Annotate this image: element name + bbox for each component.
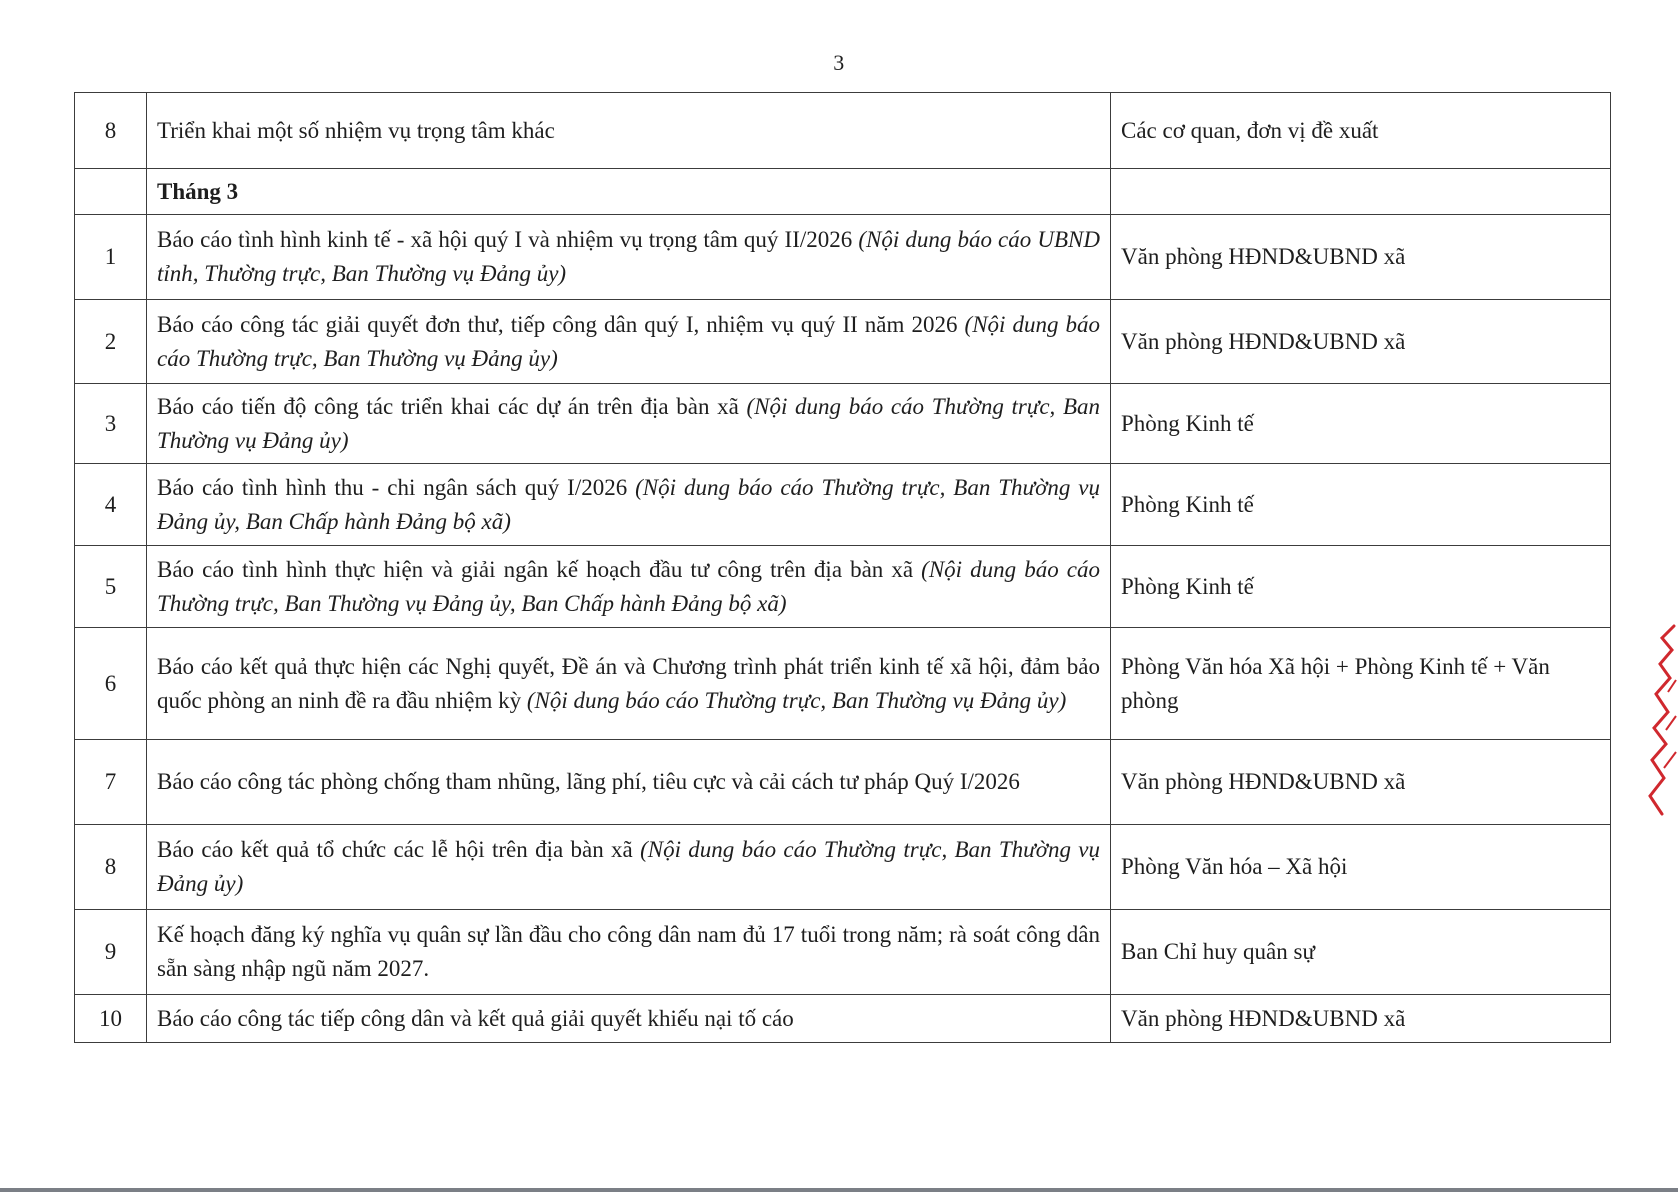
unit-cell: Phòng Kinh tế [1111,546,1611,628]
task-text: Báo cáo công tác giải quyết đơn thư, tiếp công dân quý I, nhiệm vụ quý II năm 2026 [157,311,958,337]
unit-cell: Ban Chỉ huy quân sự [1111,910,1611,995]
task-text: Báo cáo công tác phòng chống tham nhũng, lãng phí, tiêu cực và cải cách tư pháp Quý I/2026 [157,769,1020,794]
task-cell [147,464,1111,546]
row-number: 2 [75,300,147,384]
task-text: Kế hoạch đăng ký nghĩa vụ quân sự lần đầu cho công dân nam đủ 17 tuổi trong năm; rà soát công dân sẵn sàng nhập ngũ năm 2027. [157,922,1100,981]
task-cell [147,740,1111,825]
table-row [75,546,1611,628]
unit-cell: Văn phòng HĐND&UBND xã [1111,740,1611,825]
unit-cell: Phòng Văn hóa Xã hội + Phòng Kinh tế + Văn phòng [1111,628,1611,740]
unit-cell: Văn phòng HĐND&UBND xã [1111,215,1611,300]
unit-cell: Các cơ quan, đơn vị đề xuất [1111,93,1611,169]
table-row [75,93,1611,169]
task-cell [147,215,1111,300]
task-cell [147,546,1111,628]
table-row [75,628,1611,740]
unit-cell: Phòng Văn hóa – Xã hội [1111,825,1611,910]
row-number: 1 [75,215,147,300]
task-note: (Nội dung báo cáo UBND tỉnh, Thường trực, Ban Thường vụ Đảng ủy) [157,227,1100,286]
task-note: (Nội dung báo cáo Thường trực, Ban Thường vụ Đảng ủy) [526,687,1067,713]
task-text: Báo cáo kết quả tổ chức các lễ hội trên địa bàn xã [157,837,633,862]
task-text: Báo cáo tiến độ công tác triển khai các dự án trên địa bàn xã [157,393,739,419]
table-row [75,825,1611,910]
task-note: (Nội dung báo cáo Thường trực, Ban Thường vụ Đảng ủy) [157,393,1101,453]
task-cell [147,384,1111,464]
task-note: (Nội dung báo cáo Thường trực, Ban Thường vụ Đảng ủy) [157,837,1101,896]
section-row [75,169,1611,215]
task-note: (Nội dung báo cáo Thường trực, Ban Thường vụ Đảng ủy, Ban Chấp hành Đảng bộ xã) [157,556,1100,616]
task-text: Báo cáo công tác tiếp công dân và kết quả giải quyết khiếu nại tố cáo [157,1005,794,1031]
task-note: (Nội dung báo cáo Thường trực, Ban Thường vụ Đảng ủy, Ban Chấp hành Đảng bộ xã) [157,474,1100,534]
table-row [75,215,1611,300]
row-number: 3 [75,384,147,464]
row-number: 7 [75,740,147,825]
row-number: 8 [75,825,147,910]
task-cell [147,93,1111,169]
row-number [75,169,147,215]
row-number: 5 [75,546,147,628]
table-row [75,464,1611,546]
row-number: 10 [75,995,147,1043]
table-row [75,300,1611,384]
plan-table [74,92,1611,1043]
unit-cell [1111,169,1611,215]
page-number: 3 [833,50,845,75]
scan-bottom-edge [0,1188,1678,1192]
task-cell [147,825,1111,910]
unit-cell: Phòng Kinh tế [1111,464,1611,546]
task-cell [147,995,1111,1043]
row-number: 9 [75,910,147,995]
row-number: 8 [75,93,147,169]
task-note: (Nội dung báo cáo Thường trực, Ban Thường vụ Đảng ủy) [157,311,1101,371]
section-title: Tháng 3 [147,169,1111,215]
row-number: 4 [75,464,147,546]
task-text: Báo cáo tình hình thực hiện và giải ngân kế hoạch đầu tư công trên địa bàn xã [157,556,914,582]
task-text: Triển khai một số nhiệm vụ trọng tâm khác [157,117,555,143]
row-number: 6 [75,628,147,740]
task-cell [147,910,1111,995]
table-row [75,384,1611,464]
unit-cell: Phòng Kinh tế [1111,384,1611,464]
table-row [75,995,1611,1043]
unit-cell: Văn phòng HĐND&UBND xã [1111,995,1611,1043]
unit-cell: Văn phòng HĐND&UBND xã [1111,300,1611,384]
task-text: Báo cáo tình hình thu - chi ngân sách quý I/2026 [157,474,628,500]
task-cell [147,628,1111,740]
task-text: Báo cáo tình hình kinh tế - xã hội quý I và nhiệm vụ trọng tâm quý II/2026 [157,227,853,252]
table-row [75,910,1611,995]
red-stamp-fragment [1644,620,1678,820]
task-cell [147,300,1111,384]
task-text: Báo cáo kết quả thực hiện các Nghị quyết, Đề án và Chương trình phát triển kinh tế xã hội, đảm bảo quốc phòng an ninh đề ra đầu nhiệm kỳ [157,653,1100,713]
table-row [75,740,1611,825]
